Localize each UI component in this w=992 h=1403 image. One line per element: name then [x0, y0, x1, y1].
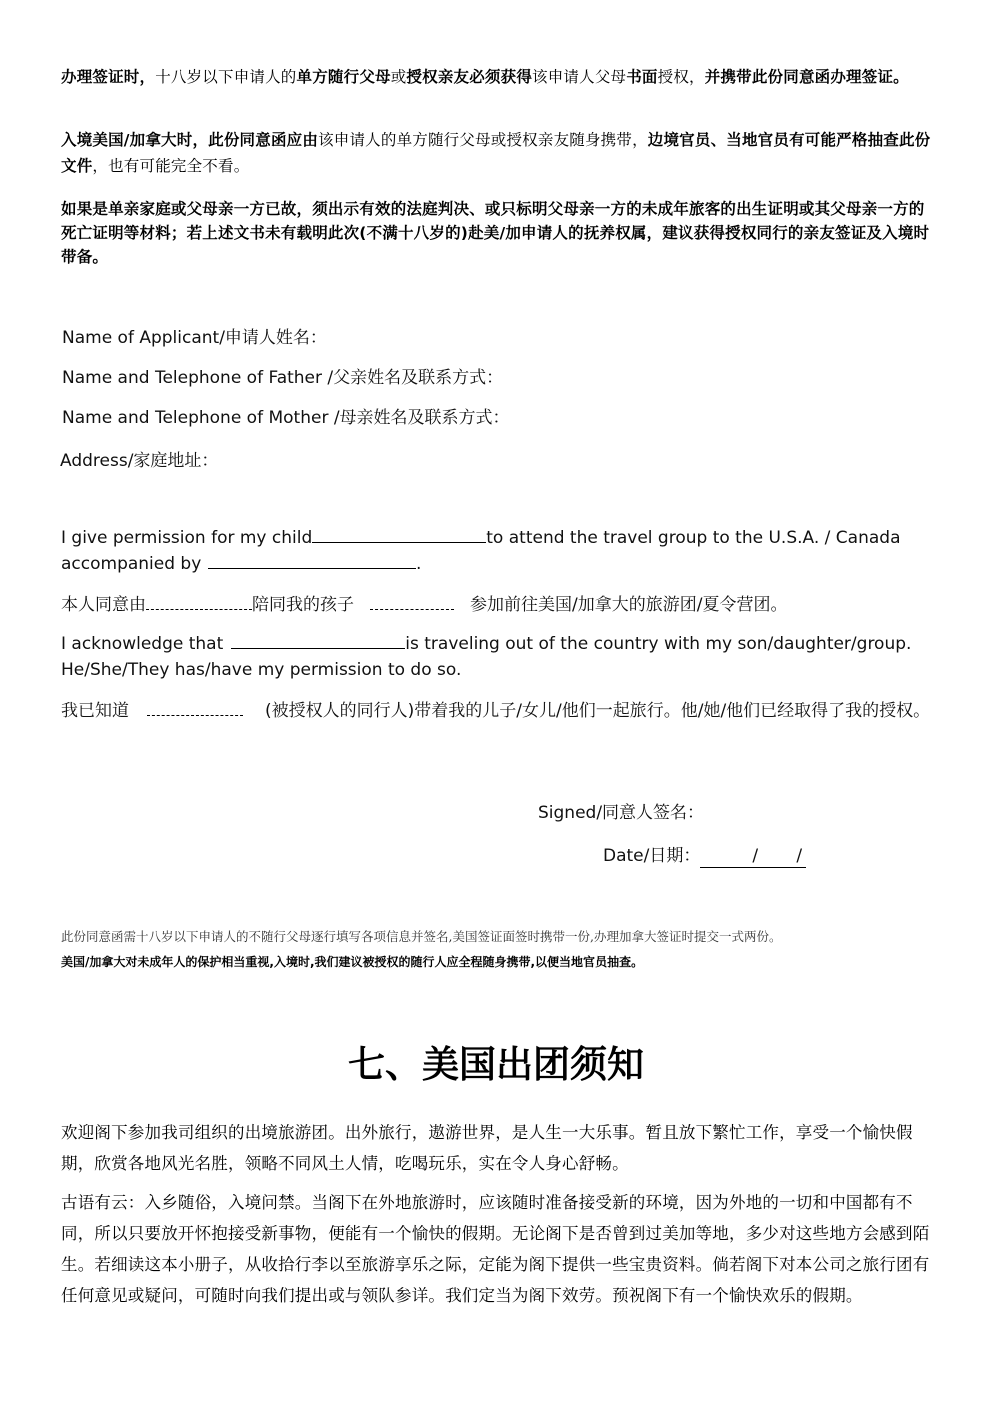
section-heading: 七、美国出团须知 [348, 1043, 644, 1086]
acknowledge-statement-cn [61, 697, 931, 724]
text-run: ，也有可能完全不看。 [92, 157, 250, 175]
text-run: 该申请人父母 [532, 68, 627, 86]
date-blank[interactable] [700, 845, 806, 868]
text-run: 入境美国/加拿大时，此份同意函应由 [61, 131, 319, 149]
text-run: to attend the travel group to the U.S.A. / Canada accompanied by [61, 528, 901, 574]
text-run: I acknowledge that [61, 634, 224, 654]
companion-name-blank[interactable] [208, 550, 416, 569]
intro-paragraph-visa [61, 64, 931, 90]
section-paragraph-advice: 古语有云：入乡随俗，入境问禁。当阁下在外地旅游时，应该随时准备接受新的环境，因为外地的一切和中国都有不同，所以只要放开怀抱接受新事物，便能有一个愉快的假期。无论阁下是否曾到过美加等地，多少对这些地方会感到陌生。若细读这本小册子，从收拾行李以至旅游享乐之际，定能为阁下提供一些宝贵资料。倘若阁下对本公司之旅行团有任何意见或疑问，可随时向我们提出或与领队参详。我们定当为阁下效劳。预祝阁下有一个愉快欢乐的假期。 [61, 1193, 930, 1305]
field-mother-contact: Name and Telephone of Mother /母亲姓名及联系方式： [62, 408, 510, 428]
text-run: 书面 [626, 68, 658, 86]
text-run: is traveling out of the country with my son/daughter/group. He/She/They has/have my permission to do so. [61, 634, 912, 680]
text-run: 我已知道 [61, 701, 129, 721]
field-father-contact: Name and Telephone of Father /父亲姓名及联系方式： [62, 368, 504, 388]
companion-blank-en[interactable] [231, 630, 405, 649]
date-separator: / [752, 846, 759, 866]
companion-blank-cn[interactable] [147, 697, 243, 716]
date-label: Date/日期： [603, 846, 701, 866]
text-run: 本人同意由 [61, 595, 146, 615]
intro-paragraph-entry [61, 127, 931, 179]
text-run: 该申请人的单方随行父母或授权亲友随身携带， [318, 131, 648, 149]
text-run: 边境官员、当地官员有可能严格抽查此份文件 [61, 131, 931, 175]
text-run: 授权， [657, 68, 705, 86]
text-run: 或 [390, 68, 407, 86]
acknowledge-statement-en [61, 630, 931, 683]
text-run: 十八岁以下申请人的 [155, 68, 297, 86]
signature-label: Signed/同意人签名： [538, 803, 705, 823]
text-run: 参加前往美国/加拿大的旅游团/夏令营团。 [470, 595, 788, 615]
permission-statement-en [61, 524, 931, 577]
companion-name-blank-cn[interactable] [146, 591, 252, 610]
child-name-blank[interactable] [312, 524, 486, 543]
note-line-instructions: 此份同意函需十八岁以下申请人的不随行父母逐行填写各项信息并签名,美国签证面签时携带一份,办理加拿大签证时提交一式两份。 [61, 929, 782, 944]
accompanied-by-line [208, 550, 421, 577]
text-run: 并携带此份同意函办理签证。 [704, 68, 909, 86]
field-applicant-name: Name of Applicant/申请人姓名： [62, 328, 327, 348]
date-separator: / [796, 846, 803, 866]
text-run: 单方随行父母 [296, 68, 391, 86]
permission-statement-cn [61, 591, 931, 618]
field-address: Address/家庭地址： [60, 451, 219, 471]
intro-paragraph-single-parent: 如果是单亲家庭或父母亲一方已故，须出示有效的法庭判决、或只标明父母亲一方的未成年旅客的出生证明或其父母亲一方的死亡证明等材料；若上述文书未有载明此次(不满十八岁的)赴美/加申请人的抚养权属，建议获得授权同行的亲友签证及入境时带备。 [61, 200, 930, 266]
date-row [603, 845, 806, 868]
text-run: 授权亲友必须获得 [406, 68, 533, 86]
child-name-blank-cn[interactable] [370, 591, 454, 610]
text-run: 陪同我的孩子 [252, 595, 354, 615]
section-paragraph-welcome: 欢迎阁下参加我司组织的出境旅游团。出外旅行，遨游世界，是人生一大乐事。暂且放下繁忙工作，享受一个愉快假期，欣赏各地风光名胜，领略不同风土人情，吃喝玩乐，实在令人身心舒畅。 [61, 1123, 913, 1173]
text-run: 办理签证时， [61, 68, 156, 86]
note-line-warning: 美国/加拿大对未成年人的保护相当重视,入境时,我们建议被授权的随行人应全程随身携带,以便当地官员抽查。 [61, 955, 644, 969]
text-run: I give permission for my child [61, 528, 313, 548]
text-run: . [416, 554, 422, 574]
text-run: (被授权人的同行人)带着我的儿子/女儿/他们一起旅行。他/她/他们已经取得了我的授权。 [265, 701, 931, 721]
